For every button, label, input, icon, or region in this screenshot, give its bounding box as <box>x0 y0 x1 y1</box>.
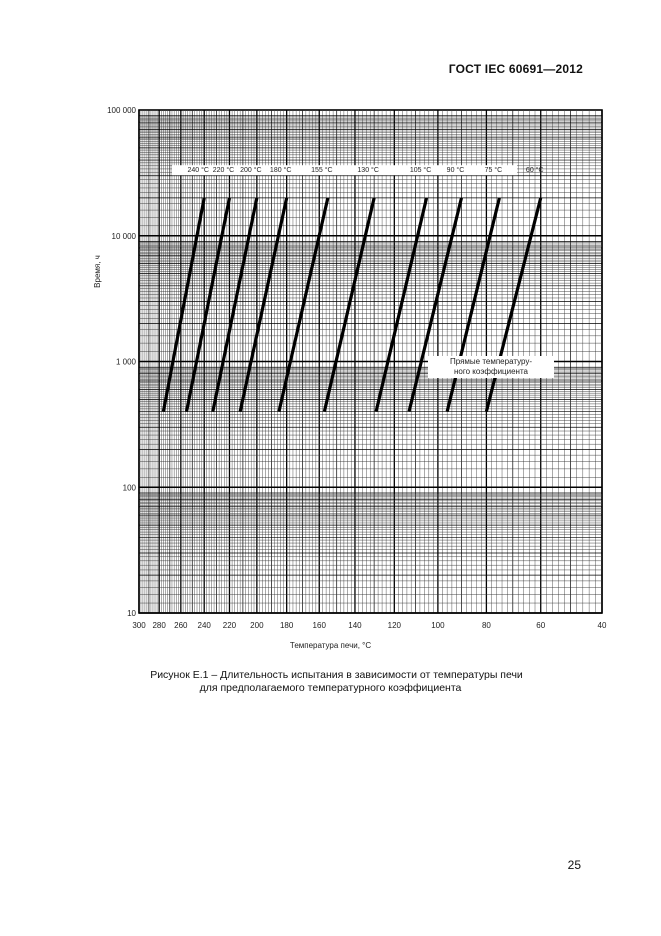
y-tick-label: 100 <box>122 483 136 493</box>
x-tick-label: 280 <box>152 621 166 630</box>
figure-caption-line2: для предполагаемого температурного коэффициента <box>199 682 462 694</box>
x-tick-label: 100 <box>431 621 445 630</box>
x-tick-label: 260 <box>174 621 188 630</box>
y-tick-label: 10 <box>127 609 136 618</box>
document-header: ГОСТ IEC 60691—2012 <box>448 62 583 76</box>
y-axis-label: Время, ч <box>93 255 102 288</box>
page-number: 25 <box>567 858 581 872</box>
x-tick-label: 40 <box>597 621 607 630</box>
series-label: 155 °С <box>311 167 333 175</box>
chart-annotation: Прямые температуру- ного коэффициента <box>428 356 554 378</box>
series-label: 60 °С <box>525 167 544 175</box>
x-tick-label: 180 <box>279 621 294 630</box>
x-tick-label: 140 <box>348 621 362 630</box>
figure-caption-line1: Рисунок Е.1 – Длительность испытания в зависимости от температуры печи <box>150 669 523 681</box>
y-tick-label: 10 000 <box>111 231 136 241</box>
x-axis-label: Температура печи, °С <box>289 641 372 650</box>
series-label: 130 °С <box>357 167 379 175</box>
x-tick-label: 240 <box>197 621 211 630</box>
series-label: 240 °С <box>187 167 209 175</box>
series-label: 75 °С <box>484 167 503 175</box>
series-label: 200 °С <box>240 167 262 175</box>
x-tick-label: 200 <box>250 621 264 630</box>
x-tick-label: 300 <box>132 621 146 630</box>
x-tick-label: 120 <box>387 621 401 630</box>
series-label: 90 °С <box>446 167 465 175</box>
series-label: 220 °С <box>212 167 235 175</box>
x-tick-label: 220 <box>222 621 237 630</box>
series-label: 105 °С <box>409 167 432 175</box>
y-tick-label: 1 000 <box>115 357 136 367</box>
x-tick-label: 80 <box>481 621 491 630</box>
x-tick-label: 60 <box>536 621 546 630</box>
x-tick-label: 160 <box>312 621 326 630</box>
series-label: 180 °С <box>269 167 292 175</box>
y-tick-label: 100 000 <box>107 106 136 115</box>
